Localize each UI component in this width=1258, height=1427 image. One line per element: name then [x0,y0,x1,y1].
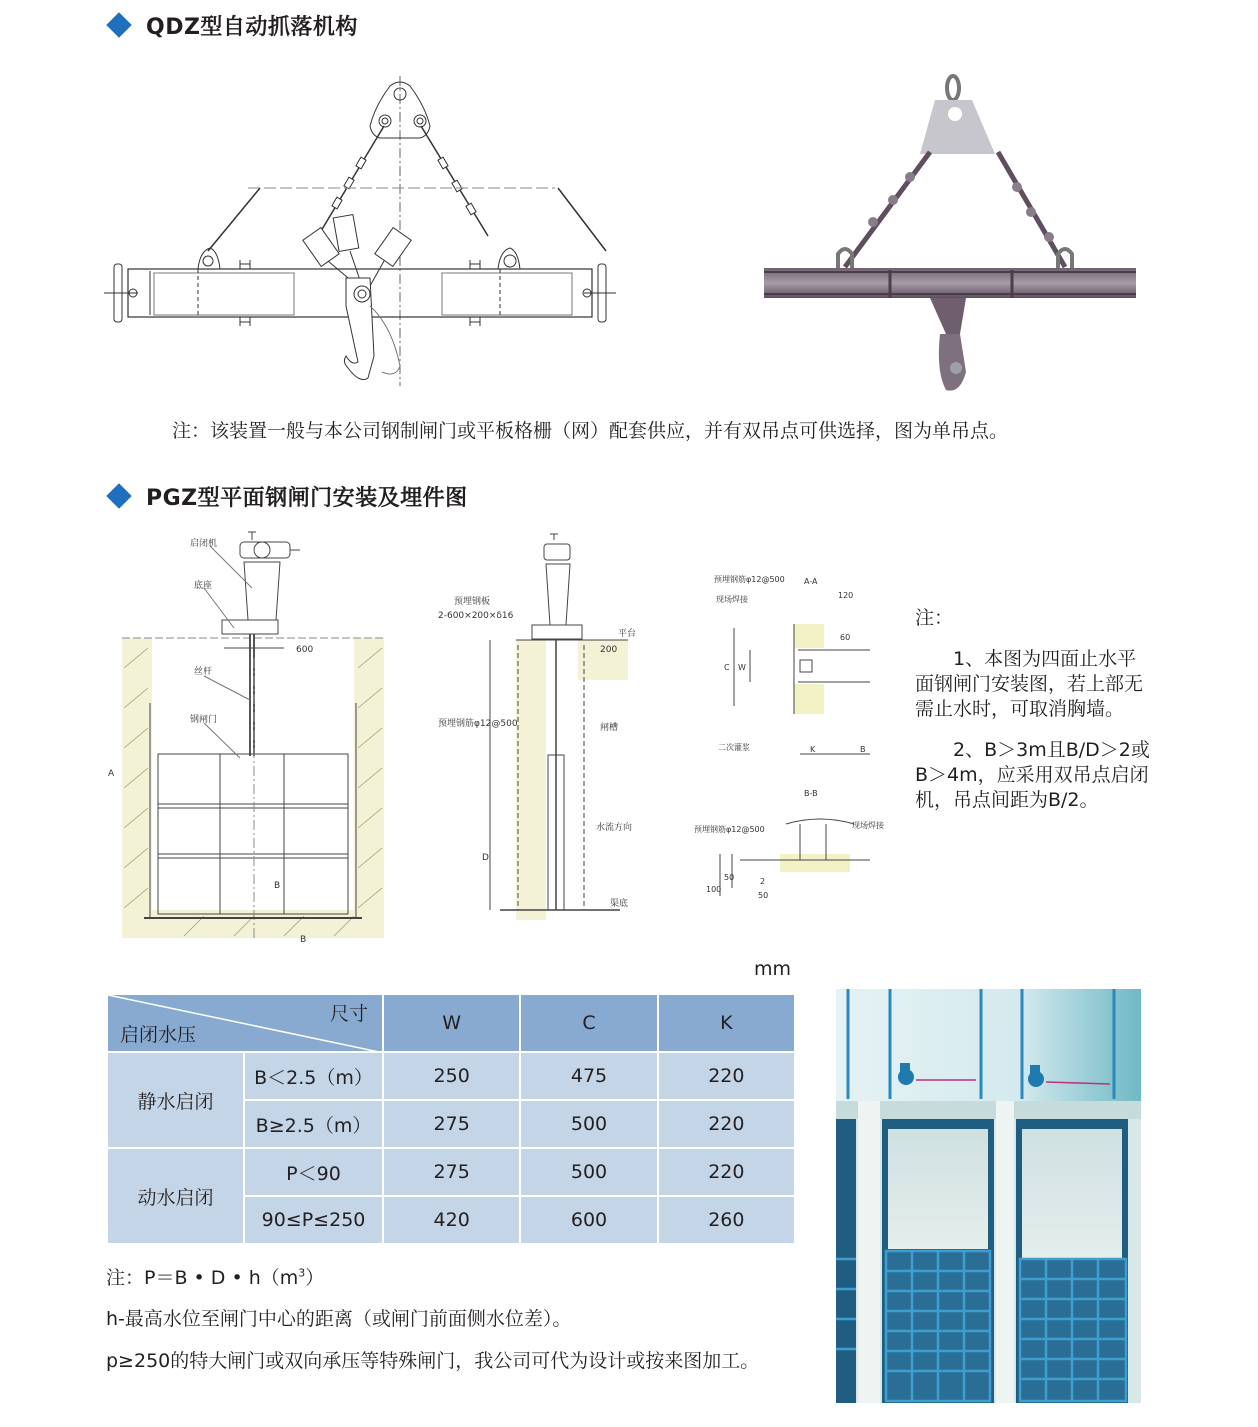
svg-text:A: A [108,769,115,779]
qdz-photo [760,72,1140,398]
svg-text:100: 100 [706,885,722,894]
section-title-pgz [106,481,468,511]
qdz-caption: 注：该装置一般与本公司钢制闸门或平板格栅（网）配套供应，并有双吊点可供选择，图为单吊点。 [172,420,1009,442]
column-header-k: K [658,994,795,1052]
column-header-w: W [383,994,520,1052]
row-condition: 90≤P≤250 [244,1196,383,1244]
column-header-c: C [520,994,657,1052]
cell-k: 220 [658,1052,795,1100]
svg-text:B-B: B-B [804,789,818,798]
svg-text:水流方向: 水流方向 [596,823,633,833]
svg-text:预埋钢筋φ12@500: 预埋钢筋φ12@500 [438,719,518,729]
svg-text:预埋钢筋φ12@500: 预埋钢筋φ12@500 [714,575,785,584]
svg-text:钢闸门: 钢闸门 [190,715,218,725]
section-title-qdz [106,10,358,40]
svg-text:底座: 底座 [194,581,213,591]
svg-text:渠底: 渠底 [610,899,629,909]
installed-gates-photo [836,989,1141,1403]
svg-text:W: W [738,663,746,672]
table-row [107,1148,795,1196]
svg-text:D: D [482,853,489,863]
footnote-h-definition: h-最高水位至闸门中心的距离（或闸门前面侧水位差）。 [106,1308,572,1330]
svg-text:启闭机: 启闭机 [190,539,218,549]
svg-text:60: 60 [840,633,851,642]
svg-text:120: 120 [838,591,854,600]
pgz-side-section-drawing [420,530,660,940]
svg-text:50: 50 [724,873,735,882]
cell-k: 220 [658,1148,795,1196]
svg-text:B: B [274,881,281,891]
row-condition: B＜2.5（m） [244,1052,383,1100]
row-condition: B≥2.5（m） [244,1100,383,1148]
svg-text:A-A: A-A [804,577,818,586]
table-corner-header [107,994,383,1052]
table-row [107,1052,795,1100]
cell-w: 250 [383,1052,520,1100]
svg-text:C: C [724,663,730,672]
row-condition: P＜90 [244,1148,383,1196]
svg-text:预埋钢筋φ12@500: 预埋钢筋φ12@500 [694,825,765,834]
cell-c: 475 [520,1052,657,1100]
svg-text:预埋钢板: 预埋钢板 [454,597,491,607]
table-unit-label: mm [754,958,792,980]
svg-text:二次灌浆: 二次灌浆 [718,743,750,752]
formula-prefix: 注：P＝B • D • h（m [106,1267,299,1289]
svg-text:200: 200 [600,645,618,655]
cell-w: 420 [383,1196,520,1244]
svg-text:闸槽: 闸槽 [600,723,619,733]
diamond-bullet-icon [106,12,131,37]
pgz-notes [915,606,1155,813]
section-title-text: QDZ型自动抓落机构 [146,14,358,40]
pgz-section-aa-drawing [690,568,890,768]
notes-heading: 注： [915,607,954,629]
cell-w: 275 [383,1148,520,1196]
notes-item-1: 1、本图为四面止水平面钢闸门安装图，若上部无需止水时，可取消胸墙。 [915,648,1144,720]
cell-w: 275 [383,1100,520,1148]
svg-text:B: B [300,935,307,945]
formula-suffix: ） [305,1267,325,1289]
corner-label-pressure: 启闭水压 [120,1024,197,1046]
svg-text:B: B [860,745,866,754]
dimension-spec-table [106,993,796,1245]
svg-text:2-600×200×δ16: 2-600×200×δ16 [438,611,514,621]
cell-k: 220 [658,1100,795,1148]
svg-text:600: 600 [296,645,314,655]
group-label-dynamic: 动水启闭 [107,1148,244,1244]
qdz-line-drawing [100,66,700,396]
cell-k: 260 [658,1196,795,1244]
cell-c: 500 [520,1100,657,1148]
svg-text:50: 50 [758,891,769,900]
cell-c: 500 [520,1148,657,1196]
svg-text:现场焊接: 现场焊接 [716,595,748,604]
cell-c: 600 [520,1196,657,1244]
notes-item-2: 2、B＞3m且B/D＞2或B＞4m，应采用双吊点启闭机，吊点间距为B/2。 [915,739,1150,811]
group-label-static: 静水启闭 [107,1052,244,1148]
svg-text:K: K [810,745,816,754]
pgz-front-elevation-drawing [104,528,394,948]
svg-text:现场焊接: 现场焊接 [852,821,884,830]
pgz-section-bb-drawing [690,780,890,905]
formula-superscript: 3 [298,1266,306,1280]
footnote-special-gates: p≥250的特大闸门或双向承压等特殊闸门，我公司可代为设计或按来图加工。 [106,1350,760,1372]
footnote-formula [106,1263,324,1290]
svg-text:平台: 平台 [618,629,637,639]
section-title-text: PGZ型平面钢闸门安装及埋件图 [146,485,468,511]
svg-text:丝杆: 丝杆 [194,667,213,677]
corner-label-dimension: 尺寸 [329,1003,368,1025]
svg-text:2: 2 [760,877,766,886]
diamond-bullet-icon [106,483,131,508]
